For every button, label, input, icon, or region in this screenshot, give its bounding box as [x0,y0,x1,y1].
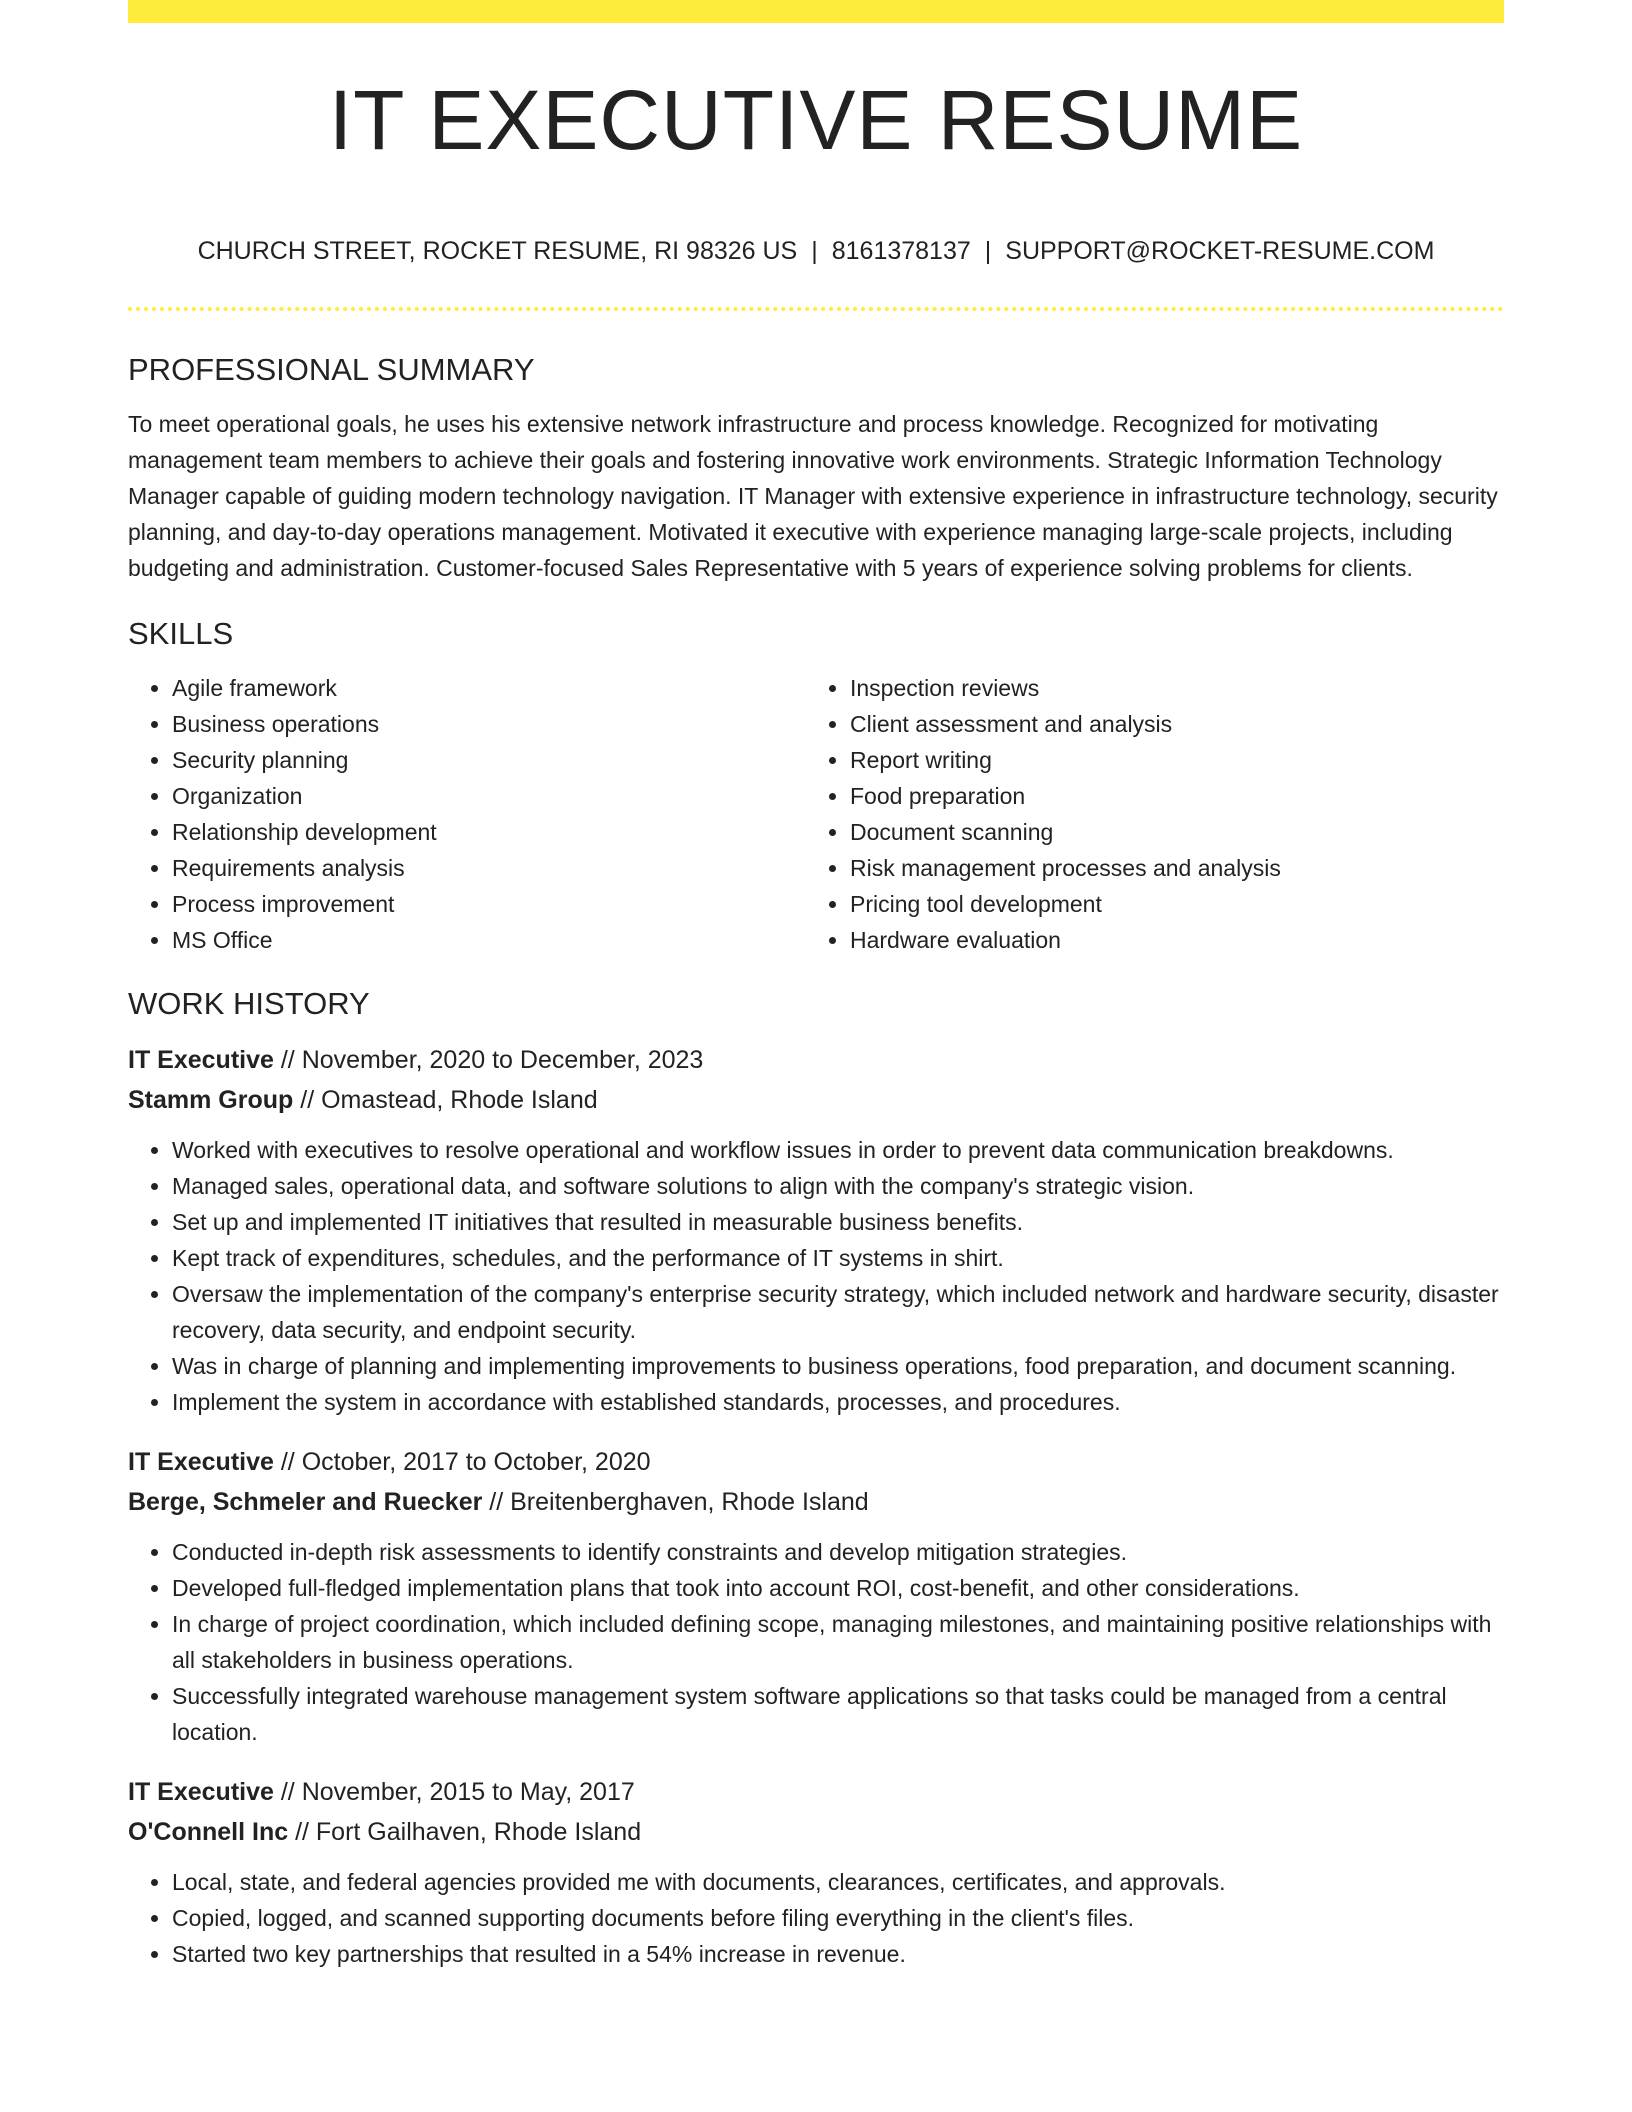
job-dates: // November, 2015 to May, 2017 [280,1778,635,1806]
accent-bar [128,0,1504,23]
job-role: IT Executive [128,1046,274,1074]
job-company: Berge, Schmeler and Ruecker [128,1488,483,1516]
job-bullets [128,1534,1504,1750]
phone: 8161378137 [831,237,971,265]
contact-separator: | [811,237,818,265]
resume-body [128,352,1504,1994]
section-title-skills: SKILLS [128,616,234,651]
skill-item: • Pricing tool development [850,886,1484,922]
address: CHURCH STREET, ROCKET RESUME, RI 98326 US [197,237,798,265]
skill-item: • Inspection reviews [850,670,1484,706]
job-company: O'Connell Inc [128,1818,289,1846]
job-bullets [128,1864,1504,1972]
job-entry [128,1442,1504,1750]
contact-line [128,237,1504,266]
job-bullet: • Was in charge of planning and implementing improvements to business operations, food preparation, and document scanning. [172,1348,1504,1384]
skill-item: • Hardware evaluation [850,922,1484,958]
job-location: // Breitenberghaven, Rhode Island [489,1488,869,1516]
skill-item: • Process improvement [172,886,806,922]
job-entry [128,1040,1504,1420]
job-company-line [128,1812,1504,1852]
section-title-summary: PROFESSIONAL SUMMARY [128,352,535,387]
dotted-divider [128,307,1504,311]
skill-item: • Business operations [172,706,806,742]
job-bullet: • Implement the system in accordance with established standards, processes, and procedures. [172,1384,1504,1420]
skill-item: • Report writing [850,742,1484,778]
job-bullet: • Set up and implemented IT initiatives that resulted in measurable business benefits. [172,1204,1504,1240]
skills-list-left [128,670,806,958]
job-role: IT Executive [128,1448,274,1476]
skills-columns [128,670,1504,958]
job-role-line [128,1040,1504,1080]
job-bullet: • Developed full-fledged implementation plans that took into account ROI, cost-benefit, and other considerations. [172,1570,1504,1606]
skill-item: • MS Office [172,922,806,958]
job-company-line [128,1080,1504,1120]
skill-item: • Relationship development [172,814,806,850]
skills-section [128,616,1504,958]
job-company: Stamm Group [128,1086,294,1114]
skill-item: • Security planning [172,742,806,778]
skill-item: • Risk management processes and analysis [850,850,1484,886]
job-dates: // November, 2020 to December, 2023 [280,1046,704,1074]
job-company-line [128,1482,1504,1522]
email: SUPPORT@ROCKET-RESUME.COM [1005,237,1435,265]
skill-item: • Food preparation [850,778,1484,814]
skill-item: • Agile framework [172,670,806,706]
job-bullet: • Copied, logged, and scanned supporting documents before filing everything in the client's files. [172,1900,1504,1936]
job-bullet: • Conducted in-depth risk assessments to identify constraints and develop mitigation strategies. [172,1534,1504,1570]
job-location: // Fort Gailhaven, Rhode Island [295,1818,642,1846]
job-entry [128,1772,1504,1972]
job-bullet: • Local, state, and federal agencies provided me with documents, clearances, certificates, and approvals. [172,1864,1504,1900]
skill-item: • Document scanning [850,814,1484,850]
skill-item: • Organization [172,778,806,814]
section-title-work-history: WORK HISTORY [128,986,370,1021]
job-bullet: • Kept track of expenditures, schedules, and the performance of IT systems in shirt. [172,1240,1504,1276]
summary-text: To meet operational goals, he uses his extensive network infrastructure and process knowledge. Recognized for motivating management team members to achieve their goals and fostering innovative work environments. Strategic Information Technology Manager capable of guiding modern technology navigation. IT Manager with extensive experience in infrastructure technology, security planning, and day-to-day operations management. Motivated it executive with experience managing large-scale projects, including budgeting and administration. Customer-focused Sales Representative with 5 years of experience solving problems for clients. [128,411,1498,581]
job-role-line [128,1442,1504,1482]
resume-title: IT EXECUTIVE RESUME [328,73,1304,167]
job-bullet: • In charge of project coordination, which included defining scope, managing milestones, and maintaining positive relationships with all stakeholders in business operations. [172,1606,1504,1678]
job-bullet: • Oversaw the implementation of the company's enterprise security strategy, which included network and hardware security, disaster recovery, data security, and endpoint security. [172,1276,1504,1348]
skills-list-right [806,670,1484,958]
job-role-line [128,1772,1504,1812]
job-role: IT Executive [128,1778,274,1806]
job-bullet: • Started two key partnerships that resulted in a 54% increase in revenue. [172,1936,1504,1972]
job-bullet: • Successfully integrated warehouse management system software applications so that tasks could be managed from a central location. [172,1678,1504,1750]
summary-section [128,352,1504,586]
job-dates: // October, 2017 to October, 2020 [280,1448,651,1476]
skill-item: • Requirements analysis [172,850,806,886]
contact-separator: | [984,237,992,265]
job-bullet: • Managed sales, operational data, and software solutions to align with the company's strategic vision. [172,1168,1504,1204]
job-location: // Omastead, Rhode Island [300,1086,598,1114]
work-history-section [128,986,1504,1972]
job-bullets [128,1132,1504,1420]
job-bullet: • Worked with executives to resolve operational and workflow issues in order to prevent data communication breakdowns. [172,1132,1504,1168]
skill-item: • Client assessment and analysis [850,706,1484,742]
